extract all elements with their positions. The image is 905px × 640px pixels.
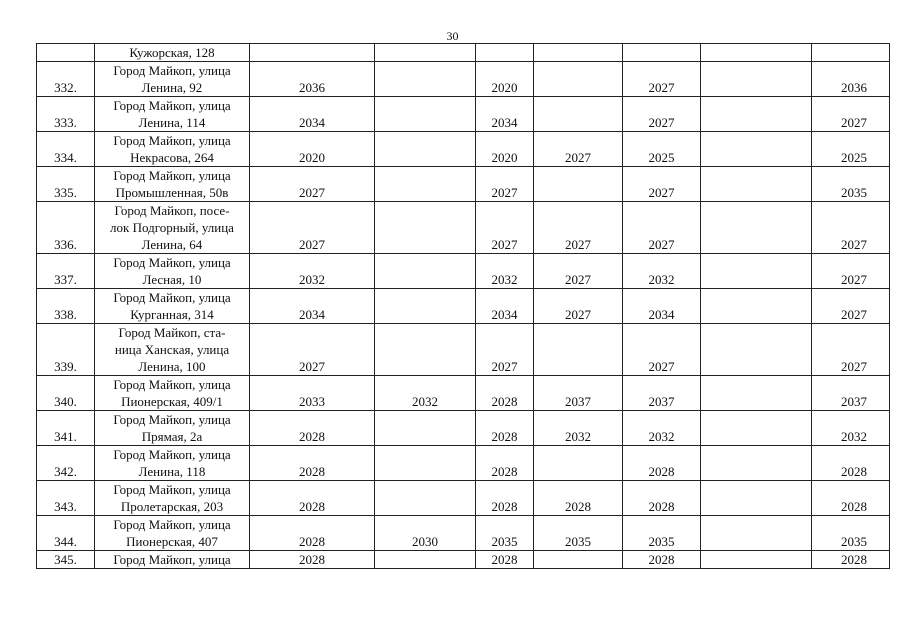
- year-cell-col-3: 2034: [476, 97, 534, 132]
- year-cell-col-2: [375, 97, 476, 132]
- year-cell-col-1: 2032: [250, 254, 375, 289]
- year-cell-col-2: [375, 289, 476, 324]
- year-cell-col-6: [701, 202, 812, 254]
- year-cell-col-1: 2027: [250, 324, 375, 376]
- year-cell-col-1: 2028: [250, 411, 375, 446]
- year-cell-col-5: 2027: [623, 62, 701, 97]
- year-cell-col-3: 2027: [476, 324, 534, 376]
- year-cell-col-6: [701, 132, 812, 167]
- year-cell-col-6: [701, 376, 812, 411]
- year-cell-col-5: 2028: [623, 481, 701, 516]
- year-cell-col-1: 2028: [250, 446, 375, 481]
- year-cell-col-3: 2020: [476, 132, 534, 167]
- year-cell-col-1: 2028: [250, 481, 375, 516]
- year-cell-col-6: [701, 254, 812, 289]
- table-row: [37, 44, 890, 62]
- row-number: 335.: [37, 167, 95, 202]
- address-cell: Город Майкоп, улица Ленина, 114: [95, 97, 250, 132]
- row-number: 332.: [37, 62, 95, 97]
- year-cell-col-2: [375, 551, 476, 569]
- table-row: [37, 411, 890, 446]
- housing-repair-schedule-table: [36, 43, 890, 569]
- table-row: [37, 324, 890, 376]
- table-row: [37, 167, 890, 202]
- year-cell-col-7: 2035: [812, 167, 890, 202]
- year-cell-col-7: 2025: [812, 132, 890, 167]
- year-cell-col-1: [250, 44, 375, 62]
- year-cell-col-4: [534, 324, 623, 376]
- address-cell: Город Майкоп, улица Лесная, 10: [95, 254, 250, 289]
- row-number: 339.: [37, 324, 95, 376]
- year-cell-col-4: 2037: [534, 376, 623, 411]
- year-cell-col-4: 2035: [534, 516, 623, 551]
- year-cell-col-6: [701, 167, 812, 202]
- table-row: [37, 481, 890, 516]
- row-number: 336.: [37, 202, 95, 254]
- year-cell-col-3: 2028: [476, 446, 534, 481]
- year-cell-col-5: 2028: [623, 551, 701, 569]
- year-cell-col-5: 2032: [623, 411, 701, 446]
- year-cell-col-4: [534, 97, 623, 132]
- year-cell-col-5: 2027: [623, 324, 701, 376]
- year-cell-col-7: 2037: [812, 376, 890, 411]
- year-cell-col-3: [476, 44, 534, 62]
- year-cell-col-4: [534, 167, 623, 202]
- row-number: 340.: [37, 376, 95, 411]
- year-cell-col-7: [812, 44, 890, 62]
- row-number: 337.: [37, 254, 95, 289]
- year-cell-col-6: [701, 411, 812, 446]
- address-cell: Город Майкоп, ста- ница Ханская, улица Ленина, 100: [95, 324, 250, 376]
- year-cell-col-5: 2037: [623, 376, 701, 411]
- year-cell-col-2: [375, 62, 476, 97]
- row-number: 345.: [37, 551, 95, 569]
- year-cell-col-6: [701, 551, 812, 569]
- year-cell-col-6: [701, 44, 812, 62]
- year-cell-col-3: 2028: [476, 481, 534, 516]
- address-cell: Город Майкоп, улица Некрасова, 264: [95, 132, 250, 167]
- year-cell-col-3: 2027: [476, 167, 534, 202]
- row-number: 338.: [37, 289, 95, 324]
- row-number: 333.: [37, 97, 95, 132]
- year-cell-col-4: 2032: [534, 411, 623, 446]
- year-cell-col-4: [534, 62, 623, 97]
- address-cell: Кужорская, 128: [95, 44, 250, 62]
- year-cell-col-3: 2028: [476, 411, 534, 446]
- table-row: [37, 132, 890, 167]
- table-row: [37, 516, 890, 551]
- year-cell-col-7: 2027: [812, 202, 890, 254]
- row-number: 343.: [37, 481, 95, 516]
- year-cell-col-5: 2027: [623, 97, 701, 132]
- table-row: [37, 254, 890, 289]
- year-cell-col-7: 2027: [812, 254, 890, 289]
- year-cell-col-7: 2032: [812, 411, 890, 446]
- year-cell-col-1: 2033: [250, 376, 375, 411]
- table-row: [37, 97, 890, 132]
- year-cell-col-6: [701, 324, 812, 376]
- year-cell-col-1: 2034: [250, 97, 375, 132]
- year-cell-col-7: 2036: [812, 62, 890, 97]
- year-cell-col-6: [701, 446, 812, 481]
- year-cell-col-6: [701, 62, 812, 97]
- year-cell-col-2: [375, 411, 476, 446]
- year-cell-col-3: 2027: [476, 202, 534, 254]
- table-row: [37, 551, 890, 569]
- row-number: [37, 44, 95, 62]
- address-cell: Город Майкоп, улица Промышленная, 50в: [95, 167, 250, 202]
- year-cell-col-2: 2030: [375, 516, 476, 551]
- page-number: 30: [446, 29, 459, 43]
- year-cell-col-6: [701, 289, 812, 324]
- year-cell-col-1: 2034: [250, 289, 375, 324]
- year-cell-col-7: 2035: [812, 516, 890, 551]
- year-cell-col-7: 2027: [812, 97, 890, 132]
- year-cell-col-2: [375, 167, 476, 202]
- year-cell-col-5: 2027: [623, 167, 701, 202]
- year-cell-col-5: 2028: [623, 446, 701, 481]
- row-number: 342.: [37, 446, 95, 481]
- year-cell-col-2: [375, 254, 476, 289]
- address-cell: Город Майкоп, улица Прямая, 2а: [95, 411, 250, 446]
- address-cell: Город Майкоп, посе- лок Подгорный, улица Ленина, 64: [95, 202, 250, 254]
- table-row: [37, 289, 890, 324]
- year-cell-col-4: 2027: [534, 202, 623, 254]
- address-cell: Город Майкоп, улица Курганная, 314: [95, 289, 250, 324]
- year-cell-col-5: 2035: [623, 516, 701, 551]
- address-cell: Город Майкоп, улица Пионерская, 409/1: [95, 376, 250, 411]
- year-cell-col-1: 2027: [250, 167, 375, 202]
- year-cell-col-1: 2028: [250, 516, 375, 551]
- address-cell: Город Майкоп, улица Пионерская, 407: [95, 516, 250, 551]
- year-cell-col-2: [375, 446, 476, 481]
- address-cell: Город Майкоп, улица Пролетарская, 203: [95, 481, 250, 516]
- table-row: [37, 446, 890, 481]
- address-cell: Город Майкоп, улица Ленина, 92: [95, 62, 250, 97]
- year-cell-col-3: 2032: [476, 254, 534, 289]
- year-cell-col-7: 2028: [812, 481, 890, 516]
- year-cell-col-7: 2027: [812, 324, 890, 376]
- year-cell-col-1: 2028: [250, 551, 375, 569]
- table-row: [37, 62, 890, 97]
- year-cell-col-4: 2028: [534, 481, 623, 516]
- year-cell-col-3: 2035: [476, 516, 534, 551]
- year-cell-col-4: 2027: [534, 132, 623, 167]
- year-cell-col-2: [375, 44, 476, 62]
- year-cell-col-1: 2036: [250, 62, 375, 97]
- year-cell-col-6: [701, 516, 812, 551]
- year-cell-col-2: [375, 132, 476, 167]
- year-cell-col-5: 2032: [623, 254, 701, 289]
- year-cell-col-1: 2020: [250, 132, 375, 167]
- year-cell-col-5: 2034: [623, 289, 701, 324]
- year-cell-col-7: 2028: [812, 446, 890, 481]
- year-cell-col-7: 2028: [812, 551, 890, 569]
- year-cell-col-2: [375, 324, 476, 376]
- year-cell-col-3: 2034: [476, 289, 534, 324]
- year-cell-col-2: 2032: [375, 376, 476, 411]
- year-cell-col-5: 2025: [623, 132, 701, 167]
- year-cell-col-4: 2027: [534, 289, 623, 324]
- year-cell-col-4: [534, 446, 623, 481]
- year-cell-col-6: [701, 97, 812, 132]
- year-cell-col-4: [534, 551, 623, 569]
- year-cell-col-4: [534, 44, 623, 62]
- year-cell-col-4: 2027: [534, 254, 623, 289]
- table-row: [37, 376, 890, 411]
- address-cell: Город Майкоп, улица: [95, 551, 250, 569]
- year-cell-col-2: [375, 202, 476, 254]
- year-cell-col-1: 2027: [250, 202, 375, 254]
- row-number: 334.: [37, 132, 95, 167]
- year-cell-col-3: 2028: [476, 551, 534, 569]
- year-cell-col-3: 2028: [476, 376, 534, 411]
- table-row: [37, 202, 890, 254]
- row-number: 341.: [37, 411, 95, 446]
- year-cell-col-3: 2020: [476, 62, 534, 97]
- year-cell-col-5: [623, 44, 701, 62]
- year-cell-col-5: 2027: [623, 202, 701, 254]
- row-number: 344.: [37, 516, 95, 551]
- year-cell-col-6: [701, 481, 812, 516]
- year-cell-col-2: [375, 481, 476, 516]
- address-cell: Город Майкоп, улица Ленина, 118: [95, 446, 250, 481]
- year-cell-col-7: 2027: [812, 289, 890, 324]
